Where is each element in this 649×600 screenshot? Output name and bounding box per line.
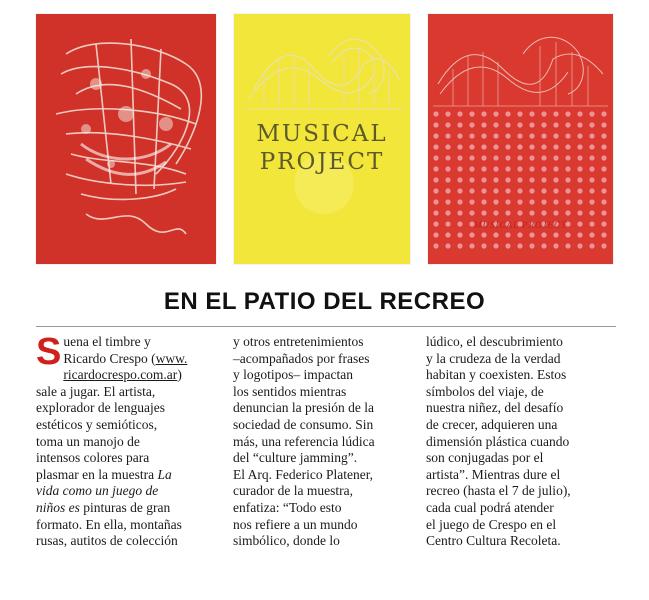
painting-dot [565,188,570,193]
painting-dot [565,111,570,116]
painting-dot [553,166,558,171]
text-line [36,367,219,384]
painting-dot [481,243,486,248]
painting-dot [577,199,582,204]
painting-dot [517,243,522,248]
text-line: y la crudeza de la verdad [426,350,561,366]
text-line [36,351,219,368]
text-line: símbolos del viaje, de [426,383,544,399]
painting-dot [481,166,486,171]
text-line: curador de la muestra, [233,483,353,499]
painting-dot [529,199,534,204]
painting-title [234,120,410,176]
text-line: son conjugadas por el [426,450,544,466]
painting-dot [577,243,582,248]
painting-dot [457,210,462,215]
painting-dot [601,155,606,160]
text-line: sale a jugar. El artista, [36,383,156,399]
painting-dot [541,144,546,149]
painting-dot [505,243,510,248]
painting-dot [553,210,558,215]
painting-dot [517,155,522,160]
painting-dot [457,243,462,248]
painting-dot [433,243,438,248]
text-line: artista”. Mientras dure el [426,466,561,482]
painting-dot [529,133,534,138]
painting-dot [493,144,498,149]
painting-dot [589,155,594,160]
painting-dot [517,166,522,171]
painting-dot [529,243,534,248]
painting-dot [505,133,510,138]
painting-dot [481,122,486,127]
painting-dot [601,177,606,182]
painting-dot [469,243,474,248]
painting-dot [517,177,522,182]
painting-dot [445,122,450,127]
painting-dot [493,122,498,127]
painting-dot [445,166,450,171]
painting-dot [529,111,534,116]
painting-dot [589,199,594,204]
painting-dot [601,144,606,149]
painting-dot [517,122,522,127]
painting-dot [589,144,594,149]
painting-dot [601,232,606,237]
drop-cap: S [36,331,62,373]
painting-dot [553,188,558,193]
article-headline: EN EL PATIO DEL RECREO [163,288,486,315]
painting-dot [457,166,462,171]
painting-dot [493,243,498,248]
painting-dot [601,111,606,116]
text-line: el juego de Crespo en el [426,516,557,532]
painting-dot [517,144,522,149]
painting-dot [553,144,558,149]
painting-dot [565,199,570,204]
text-segment: ) [177,367,182,383]
painting-dot [541,232,546,237]
painting-dot [505,155,510,160]
painting-abstract-red-art [36,14,216,264]
painting-title-line1: MUSICAL [256,121,388,147]
painting-dot [469,232,474,237]
painting-dot [577,177,582,182]
painting-abstract-red [36,14,216,264]
text-line: formato. En ella, montañas [36,516,182,532]
painting-dot [505,144,510,149]
painting-dot [553,111,558,116]
painting-dot [529,155,534,160]
painting-dot [517,210,522,215]
text-line: denuncian la presión de la [233,400,374,416]
text-line: recreo (hasta el 7 de julio), [426,483,571,499]
painting-dot [493,177,498,182]
painting-dot [529,210,534,215]
painting-dot [601,133,606,138]
painting-dot [529,144,534,149]
painting-dot [541,177,546,182]
painting-dot [445,177,450,182]
painting-dots-red [428,14,613,264]
painting-dot [493,133,498,138]
painting-dot [469,166,474,171]
text-line: y otros entretenimientos [233,334,364,349]
text-line: intensos colores para [36,450,150,466]
painting-dot [529,188,534,193]
painting-dot [589,243,594,248]
painting-dot [505,122,510,127]
text-line: El Arq. Federico Platener, [233,466,374,482]
painting-dot [481,111,486,116]
painting-dot [577,122,582,127]
painting-dot [553,232,558,237]
painting-dot [445,155,450,160]
exhibition-title: vida como un juego de [36,483,159,499]
painting-dot [433,144,438,149]
website-link[interactable]: www. [155,350,188,366]
painting-dot [517,111,522,116]
painting-dot [433,210,438,215]
painting-dot [481,199,486,204]
text-line: del “culture jamming”. [233,450,358,466]
painting-dot [433,155,438,160]
painting-dot [577,111,582,116]
painting-dot [493,188,498,193]
painting-dot [529,166,534,171]
painting-dot [457,177,462,182]
painting-dot [433,188,438,193]
painting-dot [493,232,498,237]
painting-dot [541,166,546,171]
text-line [36,500,219,517]
painting-dot [601,166,606,171]
painting-dot [469,177,474,182]
painting-dot [589,166,594,171]
painting-dot [469,199,474,204]
painting-dot [601,188,606,193]
painting-dot [577,166,582,171]
painting-dot [577,188,582,193]
painting-dot [601,243,606,248]
painting-dot [505,210,510,215]
painting-dot [565,155,570,160]
text-line: explorador de lenguajes [36,400,165,416]
painting-dot [541,243,546,248]
painting-dot [565,133,570,138]
paintings-row [0,0,649,270]
painting-dot [469,111,474,116]
painting-dot [505,111,510,116]
painting-dot [577,144,582,149]
painting-dot [481,133,486,138]
painting-dot [553,199,558,204]
painting-dot [433,111,438,116]
painting-dot [541,210,546,215]
painting-dot [457,133,462,138]
painting-dot [517,188,522,193]
text-line: nuestra niñez, del desafío [426,400,564,416]
article-column-3 [426,334,616,550]
text-line: toma un manojo de [36,433,140,449]
painting-dot [493,199,498,204]
article-column-2 [233,334,413,550]
painting-dot [565,210,570,215]
text-line: lúdico, el descubrimiento [426,334,563,349]
painting-dot [517,232,522,237]
painting-dot [553,122,558,127]
painting-dot [481,155,486,160]
website-link-cont[interactable]: ricardocrespo.com.ar [63,367,178,383]
painting-dot [493,210,498,215]
painting-dot [601,199,606,204]
painting-dot [529,122,534,127]
painting-dot [445,210,450,215]
painting-dot [457,122,462,127]
text-line: rusas, autitos de colección [36,533,178,549]
painting-caption: MUSICAL PROJECT [473,220,568,230]
text-line [36,467,219,484]
painting-dot [577,232,582,237]
painting-dot [589,111,594,116]
text-line: simbólico, donde lo [233,533,340,549]
text-line: y logotipos– impactan [233,367,353,383]
painting-dot [445,111,450,116]
painting-dot [553,155,558,160]
painting-dot [469,122,474,127]
painting-dot [469,155,474,160]
painting-dot [493,166,498,171]
painting-dot [565,243,570,248]
painting-dot [457,199,462,204]
painting-dot [577,133,582,138]
painting-dot [589,188,594,193]
painting-dot [469,144,474,149]
exhibition-title: niños es [36,499,80,515]
painting-dot [457,155,462,160]
painting-dot [505,177,510,182]
painting-dot [565,177,570,182]
painting-dot [493,111,498,116]
painting-dot [445,144,450,149]
painting-dot [541,155,546,160]
text-line: habitan y coexisten. Estos [426,367,567,383]
painting-dot [541,199,546,204]
painting-dot [505,232,510,237]
text-line: Centro Cultura Recoleta. [426,533,561,549]
text-line: –acompañados por frases [233,350,370,366]
painting-dot [481,232,486,237]
painting-dot [505,166,510,171]
text-line: uena el timbre y [63,334,151,349]
painting-dot [517,133,522,138]
painting-dot [445,188,450,193]
painting-dot [469,188,474,193]
text-line: estéticos y semióticos, [36,416,158,432]
painting-dot [529,177,534,182]
painting-dot [553,133,558,138]
text-line: nos refiere a un mundo [233,516,358,532]
painting-dot [517,199,522,204]
text-line: más, una referencia lúdica [233,433,375,449]
text-line: cada cual podrá atender [426,499,554,515]
painting-dot [541,111,546,116]
painting-dot [589,210,594,215]
painting-musical-project-yellow [234,14,410,264]
painting-dot [445,199,450,204]
painting-dot [589,232,594,237]
text-line: enfatiza: “Todo esto [233,499,342,515]
painting-dot [433,232,438,237]
painting-dot [505,199,510,204]
painting-dot [541,133,546,138]
painting-dot [433,166,438,171]
painting-dot [433,199,438,204]
painting-dot [565,144,570,149]
painting-dot [457,144,462,149]
painting-dot [457,232,462,237]
text-line: de crecer, adquieren una [426,416,558,432]
painting-dot [589,133,594,138]
painting-dot [553,177,558,182]
text-line: sociedad de consumo. Sin [233,416,374,432]
painting-dot [565,122,570,127]
painting-dot [565,166,570,171]
article-body [36,331,616,564]
painting-dot [457,111,462,116]
painting-dot [565,232,570,237]
painting-dot [589,122,594,127]
painting-dot [445,232,450,237]
painting-dot [481,210,486,215]
article-column-1 [36,331,219,550]
painting-dot [529,232,534,237]
text-line: dimensión plástica cuando [426,433,570,449]
painting-dot [481,177,486,182]
painting-dot [469,210,474,215]
painting-dot [493,155,498,160]
exhibition-title: La [157,466,172,482]
painting-dot [589,177,594,182]
text-segment: Ricardo Crespo ( [63,350,156,366]
painting-dot [601,210,606,215]
painting-dot [481,188,486,193]
painting-dot [505,188,510,193]
painting-dot [481,144,486,149]
painting-dot [445,133,450,138]
painting-dot [433,133,438,138]
painting-dot [433,177,438,182]
text-line: los sentidos mientras [233,383,347,399]
painting-dot [577,210,582,215]
text-segment: pinturas de gran [79,499,171,515]
painting-dot [469,133,474,138]
painting-dot [577,155,582,160]
text-segment: plasmar en la muestra [36,466,158,482]
painting-dot [541,122,546,127]
headline-divider [36,326,616,327]
painting-title-line2: PROJECT [259,149,385,175]
painting-dot [445,243,450,248]
painting-dot [433,122,438,127]
painting-dot [457,188,462,193]
painting-dot [601,122,606,127]
painting-dot [541,188,546,193]
painting-dot [553,243,558,248]
